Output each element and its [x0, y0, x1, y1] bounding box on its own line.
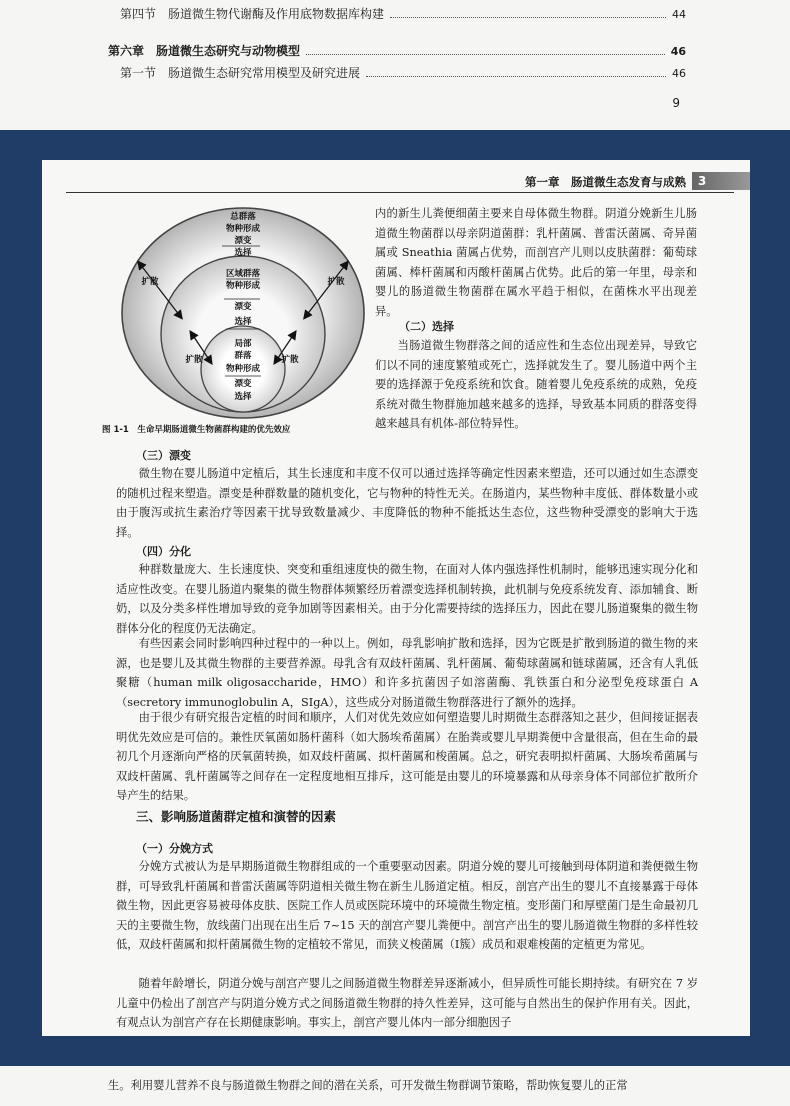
toc-leader: [390, 17, 666, 18]
spread-label: 扩散: [327, 277, 345, 287]
toc-entry: [120, 64, 686, 81]
subheading: （二）选择: [399, 320, 454, 333]
toc-entry-page: 44: [672, 8, 686, 21]
running-head: 第一章 肠道微生态发育与成熟: [525, 175, 686, 189]
paragraph: 微生物在婴儿肠道中定植后，其生长速度和丰度不仅可以通过选择等确定性因素来塑造，还可以通过如生态漂变的随机过程来塑造。漂变是种群数量的随机变化，它与物种的特性无关。在肠道内，某些物种丰度低、群体数量小或由于腹泻或抗生素治疗等因素干扰导致数量减少、丰度降低的物种不能抵达生态位，这些物种受漂变的影响大于选择。: [116, 467, 698, 539]
inner-label: 群落: [234, 351, 252, 361]
mid-label: 漂变: [234, 302, 252, 312]
paragraph: 由于很少有研究报告定植的时间和顺序，人们对优先效应如何塑造婴儿时期微生态群落知之甚少，但间接证据表明优先效应是可信的。兼性厌氧菌如肠杆菌科（如大肠埃希菌属）在胎粪或婴儿早期粪便中含量很高，但在生命的最初几个月逐渐向严格的厌氧菌转换，如双歧杆菌属、拟杆菌属和梭菌属。总之，研究表明拟杆菌属、大肠埃希菌属与双歧杆菌属、乳杆菌属等之间存在一定程度地相互排斥，这可能是由婴儿的环境暴露和从母亲身体不同部位扩散所介导产生的结果。: [116, 711, 698, 803]
section-heading: 三、影响肠道菌群定植和演替的因素: [136, 809, 337, 824]
inner-label: 局部: [234, 339, 252, 349]
toc-entry: [108, 42, 686, 59]
paragraph: 生。利用婴儿营养不良与肠道微生物群之间的潜在关系，可开发微生物群调节策略，帮助恢复婴儿的正常: [108, 1079, 628, 1092]
main-page: [42, 160, 750, 1036]
paragraph: 当肠道微生物群落之间的适应性和生态位出现差异，导致它们以不同的速度繁殖或死亡，选择就发生了。婴儿肠道中两个主要的选择源于免疫系统和饮食。随着婴儿免疫系统的成熟，免疫系统对微生物群施加越来越多的选择，导致基本同质的群落变得越来越具有机体-部位特异性。: [375, 339, 697, 431]
figure-caption: 图 1-1 生命早期肠道微生物菌群构建的优先效应: [102, 425, 291, 435]
page-number-tab: 3: [692, 172, 750, 190]
header-rule: [66, 192, 734, 193]
folio: 9: [672, 96, 680, 110]
outer-label: 总群落: [230, 212, 256, 222]
inner-label: 选择: [234, 392, 252, 402]
inner-label: 漂变: [234, 379, 252, 389]
nested-circles-svg: [120, 206, 366, 420]
toc-leader: [366, 76, 666, 77]
outer-label: 物种形成: [225, 224, 261, 234]
paragraph: 内的新生儿粪便细菌主要来自母体微生物群。阴道分娩新生儿肠道微生物菌群以母亲阴道菌群：乳杆菌属、普雷沃菌属、奇异菌属或 Sneathia 菌属占优势，而剖宫产儿则以皮肤菌群：葡萄球菌属、棒杆菌属和丙酸杆菌属占优势。此后的第一年里，母亲和婴儿的肠道微生物菌群在属水平趋于相似，在菌株水平出现差异。: [375, 207, 697, 318]
toc-entry-page: 46: [670, 45, 686, 58]
next-page: [0, 1066, 790, 1106]
subheading: （三）漂变: [136, 449, 191, 462]
toc-entry-title: 第四节 肠道微生物代谢酶及作用底物数据库构建: [120, 7, 385, 21]
paragraph: 随着年龄增长，阴道分娩与剖宫产婴儿之间肠道微生物群差异逐渐减小，但异质性可能长期持续。有研究在 7 岁儿童中仍检出了剖宫产与阴道分娩方式之间肠道微生物群的持久性差异，这可能与自然出生的保护作用有关。因此，有观点认为剖宫产存在长期健康影响。事实上，剖宫产婴儿体内一部分细胞因子: [116, 977, 698, 1030]
spread-label: 扩散: [141, 277, 159, 287]
previous-page: [0, 0, 790, 130]
subheading: （一）分娩方式: [136, 842, 213, 855]
spread-label: 扩散: [281, 355, 299, 365]
outer-label: 漂变: [234, 236, 252, 246]
mid-label: 区域群落: [225, 269, 261, 279]
mid-label: 选择: [234, 317, 252, 327]
toc-leader: [306, 54, 665, 55]
paragraph: 有些因素会同时影响四种过程中的一种以上。例如，母乳影响扩散和选择，因为它既是扩散到肠道的微生物的来源，也是婴儿及其微生物群的主要营养源。母乳含有双歧杆菌属、乳杆菌属、葡萄球菌属和链球菌属，还含有人乳低聚糖（human milk oligosaccharide，HMO）和许多抗菌因子如溶菌酶、乳铁蛋白和分泌型免疫球蛋白 A（secretory immunoglobulin A，SIgA），这些成分对肠道微生物群落进行了额外的选择。: [116, 637, 698, 709]
paragraph: 种群数量庞大、生长速度快、突变和重组速度快的微生物，在面对人体内强选择性机制时，能够迅速实现分化和适应性改变。在婴儿肠道内聚集的微生物群体频繁经历着漂变选择机制转换，此机制与免疫系统发育、添加辅食、断奶，以及分类多样性增加导致的竞争加剧等因素相关。由于分化需要持续的选择压力，因此在婴儿肠道聚集的微生物群体分化的程度仍无法确定。: [116, 563, 698, 635]
paragraph: 分娩方式被认为是早期肠道微生物群组成的一个重要驱动因素。阴道分娩的婴儿可接触到母体阴道和粪便微生物群，可导致乳杆菌属和普雷沃菌属等阴道相关微生物在新生儿肠道定植。相反，剖宫产出生的婴儿不直接暴露于母体微生物，因此更容易被母体皮肤、医院工作人员或医院环境中的环境微生物定植。变形菌门和厚壁菌门是生命最初几天的主要微生物，放线菌门出现在出生后 7~15 天的剖宫产婴儿粪便中。剖宫产出生的婴儿肠道微生物群的多样性较低，双歧杆菌属和拟杆菌属微生物的定植较不常见，而狭义梭菌属（Ⅰ簇）成员和艰难梭菌的定植更为常见。: [116, 860, 698, 952]
spread-label: 扩散: [185, 355, 203, 365]
toc-entry-title: 第一节 肠道微生态研究常用模型及研究进展: [120, 66, 361, 80]
subheading: （四）分化: [136, 545, 191, 558]
community-assembly-diagram: [120, 206, 366, 420]
inner-label: 物种形成: [225, 364, 261, 374]
outer-label: 选择: [234, 248, 252, 258]
toc-entry-title: 第六章 肠道微生态研究与动物模型: [108, 44, 301, 58]
toc-entry: [120, 5, 686, 22]
toc-entry-page: 46: [672, 67, 686, 80]
mid-label: 物种形成: [225, 281, 261, 291]
